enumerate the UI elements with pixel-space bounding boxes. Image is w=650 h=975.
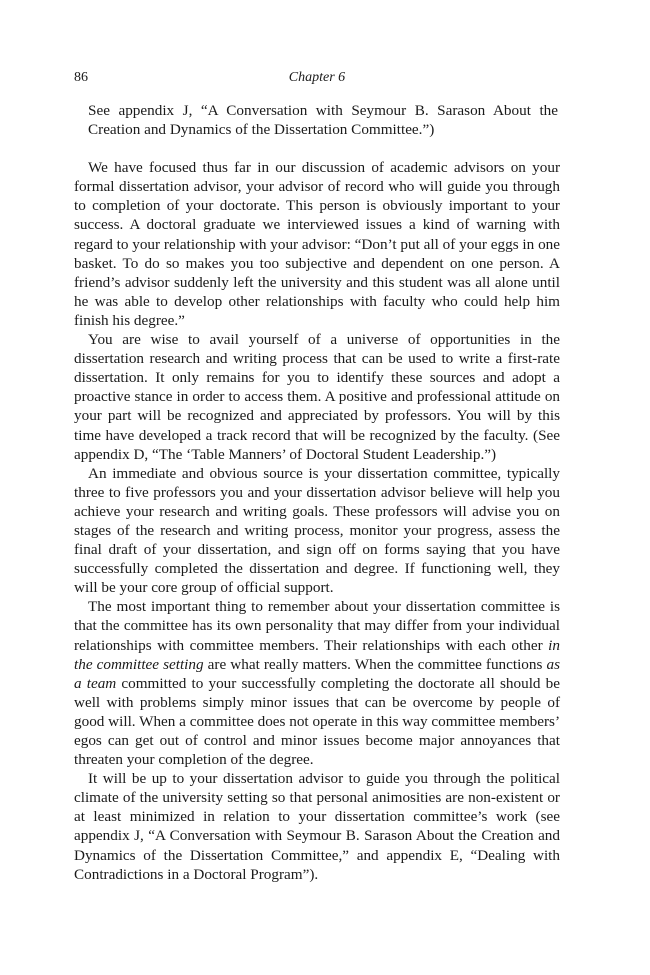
emphasis-as-a-team: as a team (74, 655, 560, 692)
emphasis-committee-setting: in the committee setting (74, 636, 560, 673)
paragraph-4-part-1: The most important thing to remember about your dissertation committee is that the committee has its own personality that may differ from your individual relationships with committee members. Their relationships with each other (74, 598, 560, 654)
paragraph-4 (74, 597, 560, 769)
page-header (74, 70, 560, 90)
running-head: Chapter 6 (288, 70, 346, 85)
paragraph-1: We have focused thus far in our discussion of academic advisors on your formal dissertation advisor, your advisor of record who will guide you through to completion of your doctorate. This person is obviously important to your success. A doctoral graduate we interviewed issues a kind of warning with regard to your relationship with your advisor: “Don’t put all of your eggs in one basket. To do so makes you too subjective and dependent on one person. A friend’s advisor suddenly left the university and this student was all alone until he was able to develop other relationships with faculty who could help him finish his degree.” (74, 159, 560, 329)
paragraph-4-part-2: are what really matters. When the committee functions (203, 655, 547, 673)
paragraph-4-part-3: committed to your successfully completing the doctorate all should be well with problems simply minor issues that can be overcome by people of good will. When a committee does not operate in this way committee members’ egos can get out of control and minor issues become major annoyances that threaten your completion of the degree. (74, 674, 561, 769)
quote-tail: See appendix J, “A Conversation with Seymour B. Sarason About the Creation and Dynamics of the Dissertation Committee.”) (88, 102, 558, 139)
page-number: 86 (74, 70, 88, 85)
body-text (74, 101, 560, 884)
paragraph-2: You are wise to avail yourself of a universe of opportunities in the dissertation research and writing process that can be used to write a first-rate dissertation. It only remains for you to identify these sources and adopt a proactive stance in order to access them. A positive and professional attitude on your part will be recognized and appreciated by professors. You will by this time have developed a track record that will be recognized by the faculty. (See appendix D, “The ‘Table Manners’ of Doctoral Student Leadership.”) (74, 331, 560, 463)
paragraph-5: It will be up to your dissertation advisor to guide you through the political climate of the university setting so that personal animosities are non-existent or at least minimized in relation to your dissertation committee’s work (see appendix J, “A Conversation with Seymour B. Sarason About the Creation and Dynamics of the Dissertation Committee,” and appendix E, “Dealing with Contradictions in a Doctoral Program”). (74, 770, 560, 883)
paragraph-3: An immediate and obvious source is your dissertation committee, typically three to five professors you and your dissertation advisor believe will help you achieve your research and writing goals. These professors will advise you on stages of the research and writing process, monitor your progress, assess the final draft of your dissertation, and sign off on forms saying that you have successfully completed the dissertation and degree. If functioning well, they will be your core group of official support. (74, 464, 560, 597)
